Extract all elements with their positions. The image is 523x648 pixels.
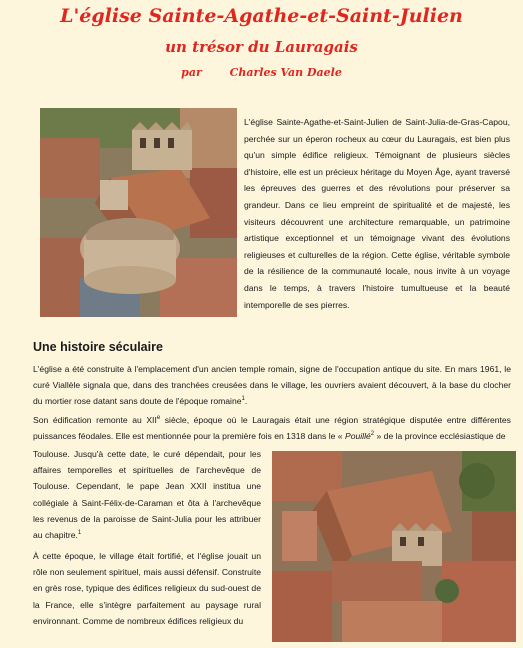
section-heading: Une histoire séculaire: [33, 340, 163, 354]
paragraph-2: [33, 412, 511, 444]
paragraph-1: [33, 361, 511, 410]
intro-paragraph: L'église Sainte-Agathe-et-Saint-Julien de Saint-Julia-de-Gras-Capou, perchée sur un éperon rocheux au cœur du Lauragais, est bien plus qu'un simple édifice religieux. Témoignant de plusieurs siècles d'histoire, elle est un précieux héritage du Moyen Âge, ayant traversé les épreuves des guerres et des révolutions pour préserver sa grandeur. Dans ce lieu empreint de spiritualité et de majesté, les visiteurs découvrent une architecture remarquable, un patrimoine artistique exceptionnel et un témoignage vivant des évolutions religieuses et culturelles de la région. Cette église, véritable symbole de la résilience de la communauté locale, nous invite à un voyage dans le temps, à travers l'histoire tumultueuse et la beauté intemporelle de ses pierres.: [244, 117, 510, 310]
author-name: Charles Van Daele: [229, 66, 342, 79]
paragraph-2-text-a: Son édification remonte au XII: [33, 415, 157, 425]
article-title: L'église Sainte-Agathe-et-Saint-Julien: [60, 5, 463, 27]
church-aerial-photo: [40, 108, 237, 317]
footnote-ref[interactable]: 1: [241, 396, 245, 403]
paragraph-1-end: .: [244, 396, 248, 407]
paragraph-4: À cette époque, le village était fortifié, et l'église jouait un rôle non seulement spirituel, mais aussi défensif. Construite en grès rose, typique des édifices religieux du sud-ouest de la France, elle s'intègre parfaitement au paysage rural environnant. Comme de nombreux édifices religieux du: [33, 551, 261, 626]
pouille-italic: Pouillé: [344, 431, 371, 442]
paragraph-1-text: L'église a été construite à l'emplacement d'un ancien temple romain, signe de l'occupation antique du site. En mars 1961, le curé Viallèle signala que, dans des tranchées creusées dans le village, les ouvriers avaient découvert, à la base du clocher du mortier rose datant sans doute de l'époque romaine: [33, 364, 511, 407]
village-aerial-photo: [272, 451, 516, 642]
paragraph-3-text: Toulouse. Jusqu'à cette date, le curé dépendait, pour les affaires temporelles et spirituelles de l'archevêque de Toulouse. Cependant, le pape Jean XXII institua une collégiale à Saint-Félix-de-Caraman et ôta à l'archevêque les revenus de la paroisse de Saint-Julia pour les attribuer au chapitre.: [33, 449, 261, 541]
footnote-ref[interactable]: 1: [77, 530, 82, 537]
article-subtitle: un trésor du Lauragais: [165, 38, 358, 56]
paragraph-3: [33, 446, 261, 543]
byline: [0, 66, 523, 79]
footnote-ref[interactable]: 2: [370, 431, 375, 438]
century-superscript: e: [156, 415, 161, 422]
paragraph-2-text-c: » de la province ecclésiastique de: [374, 431, 506, 442]
paragraph-2-text-b: siècle, époque où le Lauragais était une région stratégique disputée entre différentes puissances féodales. Elle est mentionnée pour la première fois en 1318 dans le «: [33, 415, 511, 442]
byline-prefix: par: [181, 66, 202, 79]
